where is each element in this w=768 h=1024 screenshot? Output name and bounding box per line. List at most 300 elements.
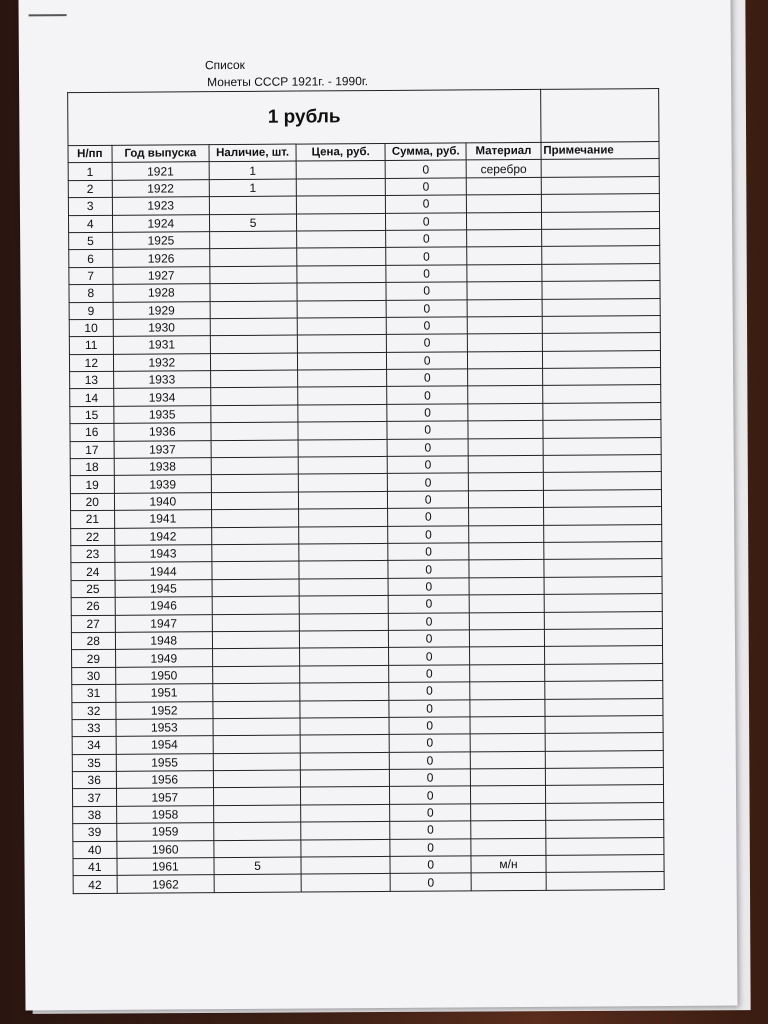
cell-price: [298, 422, 387, 440]
cell-number: 35: [72, 754, 116, 772]
cell-note: [544, 663, 662, 681]
coin-table: [67, 88, 665, 894]
pen-mark: [29, 14, 67, 16]
cell-number: 6: [69, 250, 113, 268]
cell-number: 39: [73, 824, 117, 842]
cell-material: [470, 629, 545, 647]
cell-number: 38: [73, 806, 117, 824]
cell-price: [299, 509, 388, 527]
cell-year: 1960: [116, 840, 214, 858]
cell-note: [541, 194, 659, 212]
cell-price: [298, 387, 387, 405]
cell-sum: 0: [389, 612, 470, 630]
cell-note: [543, 524, 661, 542]
cell-sum: 0: [387, 386, 468, 404]
cell-price: [301, 822, 390, 840]
cell-note: [545, 750, 663, 768]
col-header-number: Н/пп: [68, 145, 112, 163]
document-page: [18, 0, 737, 1010]
cell-sum: 0: [387, 421, 468, 439]
cell-year: 1938: [114, 458, 212, 476]
cell-price: [300, 683, 389, 701]
cell-sum: 0: [389, 665, 470, 683]
cell-note: [544, 594, 662, 612]
cell-year: 1949: [115, 649, 213, 667]
cell-material: [469, 490, 544, 508]
cell-quantity: [212, 596, 299, 614]
cell-price: [301, 874, 390, 892]
cell-year: 1942: [114, 527, 212, 545]
cell-quantity: [214, 822, 301, 840]
cell-quantity: [210, 301, 297, 319]
cell-quantity: [211, 422, 298, 440]
cell-quantity: [212, 561, 299, 579]
cell-sum: 0: [386, 282, 467, 300]
cell-year: 1937: [114, 440, 212, 458]
cell-price: [300, 717, 389, 735]
cell-sum: 0: [387, 352, 468, 370]
cell-price: [301, 839, 390, 857]
cell-note: [544, 646, 662, 664]
cell-note: [543, 507, 661, 525]
cell-sum: 0: [387, 439, 468, 457]
cell-material: [466, 195, 541, 213]
cell-material: [470, 681, 545, 699]
cell-material: м/н: [471, 855, 546, 873]
cell-material: [471, 786, 546, 804]
cell-note: [544, 611, 662, 629]
cell-price: [299, 630, 388, 648]
cell-year: 1924: [112, 214, 210, 232]
cell-material: [469, 595, 544, 613]
cell-note: [541, 246, 659, 264]
cell-material: [468, 368, 543, 386]
cell-year: 1957: [116, 788, 214, 806]
cell-material: [467, 247, 542, 265]
cell-price: [297, 213, 386, 231]
cell-year: 1947: [115, 614, 213, 632]
cell-note: [545, 698, 663, 716]
cell-price: [298, 456, 387, 474]
col-header-sum: Сумма, руб.: [385, 143, 466, 161]
cell-year: 1933: [113, 371, 211, 389]
cell-note: [543, 420, 661, 438]
cell-note: [542, 368, 660, 386]
table-row: [73, 872, 664, 894]
cell-material: [468, 421, 543, 439]
cell-number: 21: [71, 511, 115, 529]
cell-material: [470, 751, 545, 769]
cell-sum: 0: [390, 769, 471, 787]
cell-quantity: [214, 805, 301, 823]
cell-year: 1945: [115, 579, 213, 597]
cell-sum: 0: [386, 265, 467, 283]
cell-quantity: [212, 527, 299, 545]
cell-material: [469, 577, 544, 595]
cell-number: 13: [70, 371, 114, 389]
cell-year: 1941: [114, 510, 212, 528]
cell-year: 1946: [115, 597, 213, 615]
cell-price: [298, 352, 387, 370]
cell-sum: 0: [388, 473, 469, 491]
cell-note: [544, 628, 662, 646]
cell-note: [543, 489, 661, 507]
cell-sum: 0: [387, 369, 468, 387]
cell-price: [297, 283, 386, 301]
cell-number: 3: [68, 198, 112, 216]
cell-material: [471, 803, 546, 821]
cell-material: [468, 403, 543, 421]
cell-sum: 0: [388, 560, 469, 578]
cell-note: [545, 802, 663, 820]
cell-note: [546, 872, 664, 890]
cell-note: [545, 681, 663, 699]
cell-material: [467, 264, 542, 282]
cell-quantity: [210, 248, 297, 266]
list-subtitle: Монеты СССР 1921г. - 1990г.: [207, 74, 369, 90]
cell-sum: 0: [387, 456, 468, 474]
cell-material: [467, 281, 542, 299]
cell-number: 19: [70, 476, 114, 494]
cell-year: 1948: [115, 632, 213, 650]
cell-year: 1952: [115, 701, 213, 719]
cell-year: 1922: [112, 179, 210, 197]
cell-sum: 0: [390, 821, 471, 839]
cell-quantity: [213, 683, 300, 701]
cell-quantity: [214, 874, 301, 892]
cell-quantity: [212, 579, 299, 597]
cell-note: [545, 785, 663, 803]
cell-quantity: [211, 457, 298, 475]
cell-note: [544, 542, 662, 560]
cell-number: 27: [71, 615, 115, 633]
cell-sum: 0: [390, 838, 471, 856]
cell-note: [541, 159, 659, 177]
cell-year: 1950: [115, 666, 213, 684]
cell-year: 1934: [113, 388, 211, 406]
cell-note: [544, 576, 662, 594]
cell-number: 15: [70, 406, 114, 424]
cell-note: [541, 228, 659, 246]
cell-quantity: [211, 405, 298, 423]
cell-material: [470, 664, 545, 682]
cell-quantity: 5: [214, 857, 301, 875]
cell-quantity: [212, 631, 299, 649]
cell-number: 34: [72, 737, 116, 755]
cell-year: 1928: [113, 284, 211, 302]
cell-number: 29: [72, 650, 116, 668]
cell-note: [541, 176, 659, 194]
document-header: [205, 56, 368, 91]
heading-row: [68, 89, 659, 146]
cell-number: 37: [72, 789, 116, 807]
cell-quantity: 1: [209, 161, 296, 179]
cell-number: 16: [70, 424, 114, 442]
cell-year: 1921: [112, 162, 210, 180]
cell-year: 1932: [113, 353, 211, 371]
cell-number: 36: [72, 771, 116, 789]
cell-material: [468, 351, 543, 369]
cell-material: [467, 299, 542, 317]
cell-price: [297, 317, 386, 335]
cell-year: 1943: [114, 545, 212, 563]
cell-number: 23: [71, 545, 115, 563]
cell-note: [542, 281, 660, 299]
cell-number: 31: [72, 684, 116, 702]
cell-quantity: [213, 666, 300, 684]
cell-year: 1944: [114, 562, 212, 580]
cell-note: [541, 211, 659, 229]
cell-quantity: [210, 335, 297, 353]
cell-material: [467, 229, 542, 247]
cell-material: [468, 473, 543, 491]
cell-price: [299, 561, 388, 579]
cell-price: [300, 665, 389, 683]
cell-note: [546, 837, 664, 855]
cell-price: [297, 335, 386, 353]
cell-sum: 0: [388, 491, 469, 509]
cell-number: 20: [70, 493, 114, 511]
cell-quantity: [210, 266, 297, 284]
cell-number: 14: [70, 389, 114, 407]
cell-number: 5: [69, 232, 113, 250]
cell-quantity: [210, 283, 297, 301]
cell-material: [471, 873, 546, 891]
cell-material: серебро: [466, 160, 541, 178]
cell-quantity: [213, 788, 300, 806]
cell-note: [544, 559, 662, 577]
cell-number: 42: [73, 876, 117, 894]
cell-material: [469, 560, 544, 578]
cell-price: [299, 613, 388, 631]
cell-note: [545, 715, 663, 733]
cell-sum: 0: [385, 160, 466, 178]
cell-price: [299, 578, 388, 596]
cell-note: [543, 472, 661, 490]
cell-material: [471, 821, 546, 839]
cell-sum: 0: [388, 525, 469, 543]
heading-blank-cell: [540, 89, 659, 143]
cell-sum: 0: [389, 630, 470, 648]
cell-price: [297, 265, 386, 283]
cell-price: [299, 526, 388, 544]
cell-material: [470, 699, 545, 717]
cell-number: 8: [69, 284, 113, 302]
cell-sum: 0: [389, 734, 470, 752]
cell-price: [301, 804, 390, 822]
cell-year: 1959: [116, 823, 214, 841]
cell-price: [298, 404, 387, 422]
cell-year: 1931: [113, 336, 211, 354]
cell-number: 11: [69, 337, 113, 355]
cell-material: [467, 316, 542, 334]
cell-quantity: [214, 840, 301, 858]
cell-note: [545, 768, 663, 786]
cell-sum: 0: [386, 212, 467, 230]
cell-sum: 0: [389, 647, 470, 665]
cell-quantity: [209, 196, 296, 214]
cell-year: 1940: [114, 492, 212, 510]
cell-quantity: [211, 388, 298, 406]
cell-material: [470, 716, 545, 734]
cell-price: [297, 230, 386, 248]
cell-note: [542, 350, 660, 368]
cell-number: 18: [70, 458, 114, 476]
cell-quantity: [213, 770, 300, 788]
cell-sum: 0: [386, 247, 467, 265]
cell-material: [470, 734, 545, 752]
cell-quantity: [213, 718, 300, 736]
cell-material: [467, 212, 542, 230]
cell-year: 1956: [116, 771, 214, 789]
cell-year: 1927: [112, 266, 210, 284]
cell-number: 33: [72, 719, 116, 737]
cell-note: [542, 315, 660, 333]
cell-year: 1955: [116, 753, 214, 771]
cell-material: [468, 455, 543, 473]
cell-quantity: [211, 370, 298, 388]
cell-note: [545, 733, 663, 751]
cell-sum: 0: [386, 299, 467, 317]
cell-note: [546, 855, 664, 873]
cell-note: [542, 298, 660, 316]
cell-number: 25: [71, 580, 115, 598]
cell-material: [468, 438, 543, 456]
cell-material: [469, 525, 544, 543]
cell-material: [469, 508, 544, 526]
cell-material: [466, 177, 541, 195]
cell-material: [469, 542, 544, 560]
cell-material: [467, 334, 542, 352]
cell-price: [300, 700, 389, 718]
cell-quantity: [212, 614, 299, 632]
col-header-note: Примечание: [541, 142, 659, 160]
cell-material: [470, 768, 545, 786]
cell-price: [301, 787, 390, 805]
cell-number: 12: [69, 354, 113, 372]
cell-price: [299, 543, 388, 561]
cell-price: [299, 596, 388, 614]
cell-year: 1926: [112, 249, 210, 267]
cell-quantity: [211, 440, 298, 458]
cell-note: [543, 455, 661, 473]
cell-sum: 0: [388, 578, 469, 596]
cell-price: [301, 856, 390, 874]
cell-note: [543, 402, 661, 420]
cell-number: 10: [69, 319, 113, 337]
cell-note: [542, 263, 660, 281]
cell-year: 1953: [116, 719, 214, 737]
cell-price: [298, 474, 387, 492]
cell-quantity: [210, 318, 297, 336]
cell-price: [300, 648, 389, 666]
cell-sum: 0: [388, 543, 469, 561]
col-header-quantity: Наличие, шт.: [209, 144, 296, 162]
cell-number: 2: [68, 180, 112, 198]
cell-number: 28: [71, 632, 115, 650]
cell-number: 40: [73, 841, 117, 859]
cell-sum: 0: [386, 195, 467, 213]
cell-year: 1951: [115, 684, 213, 702]
cell-number: 9: [69, 302, 113, 320]
cell-price: [298, 439, 387, 457]
cell-material: [471, 838, 546, 856]
cell-quantity: [212, 509, 299, 527]
cell-year: 1935: [113, 406, 211, 424]
cell-quantity: [213, 735, 300, 753]
cell-sum: 0: [387, 404, 468, 422]
cell-sum: 0: [386, 317, 467, 335]
col-header-price: Цена, руб.: [296, 143, 385, 161]
cell-sum: 0: [390, 856, 471, 874]
cell-sum: 0: [389, 752, 470, 770]
denomination-heading: 1 рубль: [68, 89, 541, 145]
cell-sum: 0: [386, 230, 467, 248]
cell-quantity: [213, 648, 300, 666]
cell-year: 1930: [113, 319, 211, 337]
cell-price: [297, 248, 386, 266]
cell-sum: 0: [388, 508, 469, 526]
cell-note: [542, 333, 660, 351]
cell-quantity: [210, 231, 297, 249]
cell-number: 41: [73, 858, 117, 876]
cell-price: [300, 752, 389, 770]
cell-quantity: [211, 492, 298, 510]
cell-price: [296, 161, 385, 179]
cell-year: 1939: [114, 475, 212, 493]
cell-quantity: 5: [209, 214, 296, 232]
list-title: Список: [204, 57, 245, 73]
cell-sum: 0: [387, 334, 468, 352]
cell-quantity: [210, 353, 297, 371]
cell-year: 1925: [112, 232, 210, 250]
cell-number: 22: [71, 528, 115, 546]
cell-price: [296, 196, 385, 214]
cell-year: 1954: [116, 736, 214, 754]
cell-price: [299, 491, 388, 509]
cell-material: [468, 386, 543, 404]
cell-number: 4: [68, 215, 112, 233]
cell-sum: 0: [389, 682, 470, 700]
cell-number: 17: [70, 441, 114, 459]
cell-quantity: 1: [209, 179, 296, 197]
cell-quantity: [213, 753, 300, 771]
cell-year: 1958: [116, 805, 214, 823]
cell-note: [543, 437, 661, 455]
cell-sum: 0: [390, 804, 471, 822]
cell-number: 26: [71, 597, 115, 615]
cell-quantity: [211, 474, 298, 492]
cell-number: 7: [69, 267, 113, 285]
cell-sum: 0: [389, 699, 470, 717]
col-header-material: Материал: [466, 142, 541, 160]
cell-note: [545, 820, 663, 838]
cell-price: [296, 178, 385, 196]
cell-material: [469, 612, 544, 630]
cell-price: [297, 300, 386, 318]
cell-year: 1962: [117, 875, 215, 893]
cell-quantity: [212, 544, 299, 562]
col-header-year: Год выпуска: [112, 145, 210, 163]
cell-sum: 0: [388, 595, 469, 613]
cell-note: [542, 385, 660, 403]
cell-year: 1929: [113, 301, 211, 319]
cell-material: [470, 647, 545, 665]
cell-year: 1936: [113, 423, 211, 441]
cell-year: 1961: [117, 858, 215, 876]
cell-number: 32: [72, 702, 116, 720]
cell-price: [300, 769, 389, 787]
